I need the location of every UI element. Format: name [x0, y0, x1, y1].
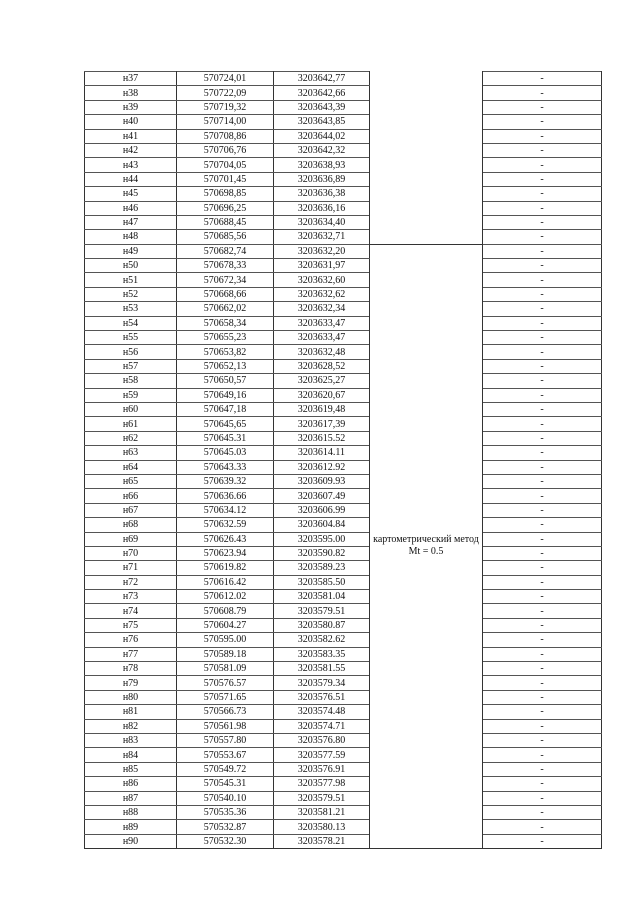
- point-cell: н63: [85, 446, 177, 460]
- table-row: [85, 474, 602, 488]
- y-coordinate-cell: 3203642,32: [274, 143, 370, 157]
- x-coordinate-cell: 570545.31: [177, 777, 274, 791]
- point-cell: н77: [85, 647, 177, 661]
- point-cell: н46: [85, 201, 177, 215]
- x-coordinate-cell: 570581.09: [177, 662, 274, 676]
- y-coordinate-cell: 3203636,16: [274, 201, 370, 215]
- note-cell: -: [483, 762, 602, 776]
- note-cell: -: [483, 834, 602, 848]
- note-cell: -: [483, 777, 602, 791]
- table-row: [85, 791, 602, 805]
- table-row: [85, 446, 602, 460]
- note-cell: -: [483, 302, 602, 316]
- note-cell: -: [483, 402, 602, 416]
- note-cell: -: [483, 590, 602, 604]
- table-row: [85, 690, 602, 704]
- point-cell: н37: [85, 72, 177, 86]
- y-coordinate-cell: 3203642,77: [274, 72, 370, 86]
- note-cell: -: [483, 748, 602, 762]
- note-cell: -: [483, 201, 602, 215]
- table-row: [85, 374, 602, 388]
- note-cell: -: [483, 273, 602, 287]
- table-row: [85, 287, 602, 301]
- x-coordinate-cell: 570589.18: [177, 647, 274, 661]
- note-cell: -: [483, 518, 602, 532]
- point-cell: н52: [85, 287, 177, 301]
- y-coordinate-cell: 3203614.11: [274, 446, 370, 460]
- point-cell: н48: [85, 230, 177, 244]
- point-cell: н59: [85, 388, 177, 402]
- note-cell: -: [483, 805, 602, 819]
- x-coordinate-cell: 570672,34: [177, 273, 274, 287]
- y-coordinate-cell: 3203631,97: [274, 259, 370, 273]
- point-cell: н49: [85, 244, 177, 258]
- y-coordinate-cell: 3203580.87: [274, 618, 370, 632]
- point-cell: н41: [85, 129, 177, 143]
- table-row: [85, 647, 602, 661]
- x-coordinate-cell: 570532.87: [177, 820, 274, 834]
- y-coordinate-cell: 3203574.48: [274, 705, 370, 719]
- note-cell: -: [483, 489, 602, 503]
- y-coordinate-cell: 3203577.98: [274, 777, 370, 791]
- note-cell: -: [483, 359, 602, 373]
- point-cell: н53: [85, 302, 177, 316]
- point-cell: н64: [85, 460, 177, 474]
- y-coordinate-cell: 3203576.91: [274, 762, 370, 776]
- note-cell: -: [483, 446, 602, 460]
- x-coordinate-cell: 570634.12: [177, 503, 274, 517]
- table-row: [85, 489, 602, 503]
- point-cell: н85: [85, 762, 177, 776]
- note-cell: -: [483, 604, 602, 618]
- y-coordinate-cell: 3203578.21: [274, 834, 370, 848]
- point-cell: н42: [85, 143, 177, 157]
- point-cell: н90: [85, 834, 177, 848]
- y-coordinate-cell: 3203632,20: [274, 244, 370, 258]
- note-cell: -: [483, 647, 602, 661]
- table-row: [85, 777, 602, 791]
- x-coordinate-cell: 570619.82: [177, 561, 274, 575]
- table-row: [85, 561, 602, 575]
- table-row: [85, 259, 602, 273]
- point-cell: н57: [85, 359, 177, 373]
- coordinates-table-body: [85, 72, 602, 849]
- x-coordinate-cell: 570566.73: [177, 705, 274, 719]
- point-cell: н84: [85, 748, 177, 762]
- y-coordinate-cell: 3203632,62: [274, 287, 370, 301]
- y-coordinate-cell: 3203633,47: [274, 331, 370, 345]
- note-cell: -: [483, 129, 602, 143]
- note-cell: -: [483, 331, 602, 345]
- y-coordinate-cell: 3203636,38: [274, 187, 370, 201]
- point-cell: н66: [85, 489, 177, 503]
- y-coordinate-cell: 3203579.51: [274, 791, 370, 805]
- note-cell: -: [483, 388, 602, 402]
- x-coordinate-cell: 570655,23: [177, 331, 274, 345]
- note-cell: -: [483, 618, 602, 632]
- point-cell: н86: [85, 777, 177, 791]
- x-coordinate-cell: 570650,57: [177, 374, 274, 388]
- table-row: [85, 72, 602, 86]
- table-row: [85, 158, 602, 172]
- y-coordinate-cell: 3203606.99: [274, 503, 370, 517]
- point-cell: н74: [85, 604, 177, 618]
- table-row: [85, 359, 602, 373]
- y-coordinate-cell: 3203580.13: [274, 820, 370, 834]
- x-coordinate-cell: 570647,18: [177, 402, 274, 416]
- x-coordinate-cell: 570685,56: [177, 230, 274, 244]
- point-cell: н88: [85, 805, 177, 819]
- table-row: [85, 676, 602, 690]
- table-row: [85, 172, 602, 186]
- note-cell: -: [483, 287, 602, 301]
- x-coordinate-cell: 570643.33: [177, 460, 274, 474]
- note-cell: -: [483, 143, 602, 157]
- note-cell: -: [483, 172, 602, 186]
- x-coordinate-cell: 570704,05: [177, 158, 274, 172]
- x-coordinate-cell: 570535.36: [177, 805, 274, 819]
- point-cell: н81: [85, 705, 177, 719]
- x-coordinate-cell: 570576.57: [177, 676, 274, 690]
- note-cell: -: [483, 791, 602, 805]
- method-text: картометрический метод Mt = 0.5: [373, 534, 479, 558]
- y-coordinate-cell: 3203638,93: [274, 158, 370, 172]
- y-coordinate-cell: 3203620,67: [274, 388, 370, 402]
- x-coordinate-cell: 570722,09: [177, 86, 274, 100]
- x-coordinate-cell: 570724,01: [177, 72, 274, 86]
- y-coordinate-cell: 3203632,71: [274, 230, 370, 244]
- y-coordinate-cell: 3203581.04: [274, 590, 370, 604]
- table-row: [85, 100, 602, 114]
- y-coordinate-cell: 3203617,39: [274, 417, 370, 431]
- x-coordinate-cell: 570714,00: [177, 115, 274, 129]
- y-coordinate-cell: 3203581.55: [274, 662, 370, 676]
- point-cell: н65: [85, 474, 177, 488]
- y-coordinate-cell: 3203644,02: [274, 129, 370, 143]
- point-cell: н83: [85, 733, 177, 747]
- point-cell: н50: [85, 259, 177, 273]
- x-coordinate-cell: 570698,85: [177, 187, 274, 201]
- table-row: [85, 215, 602, 229]
- table-row: [85, 244, 602, 258]
- table-row: [85, 705, 602, 719]
- x-coordinate-cell: 570653,82: [177, 345, 274, 359]
- y-coordinate-cell: 3203632,48: [274, 345, 370, 359]
- table-row: [85, 388, 602, 402]
- x-coordinate-cell: 570662,02: [177, 302, 274, 316]
- x-coordinate-cell: 570616.42: [177, 575, 274, 589]
- note-cell: -: [483, 460, 602, 474]
- y-coordinate-cell: 3203576.51: [274, 690, 370, 704]
- y-coordinate-cell: 3203581.21: [274, 805, 370, 819]
- note-cell: -: [483, 676, 602, 690]
- table-row: [85, 115, 602, 129]
- table-row: [85, 532, 602, 546]
- point-cell: н45: [85, 187, 177, 201]
- x-coordinate-cell: 570604.27: [177, 618, 274, 632]
- table-row: [85, 431, 602, 445]
- y-coordinate-cell: 3203595.00: [274, 532, 370, 546]
- x-coordinate-cell: 570688,45: [177, 215, 274, 229]
- y-coordinate-cell: 3203643,85: [274, 115, 370, 129]
- table-row: [85, 590, 602, 604]
- x-coordinate-cell: 570571.65: [177, 690, 274, 704]
- point-cell: н70: [85, 546, 177, 560]
- x-coordinate-cell: 570623.94: [177, 546, 274, 560]
- x-coordinate-cell: 570557.80: [177, 733, 274, 747]
- x-coordinate-cell: 570701,45: [177, 172, 274, 186]
- point-cell: н79: [85, 676, 177, 690]
- note-cell: -: [483, 733, 602, 747]
- note-cell: -: [483, 561, 602, 575]
- point-cell: н55: [85, 331, 177, 345]
- point-cell: н73: [85, 590, 177, 604]
- table-row: [85, 618, 602, 632]
- y-coordinate-cell: 3203619,48: [274, 402, 370, 416]
- y-coordinate-cell: 3203643,39: [274, 100, 370, 114]
- point-cell: н89: [85, 820, 177, 834]
- table-row: [85, 460, 602, 474]
- x-coordinate-cell: 570639.32: [177, 474, 274, 488]
- y-coordinate-cell: 3203585.50: [274, 575, 370, 589]
- note-cell: -: [483, 633, 602, 647]
- y-coordinate-cell: 3203615.52: [274, 431, 370, 445]
- table-row: [85, 230, 602, 244]
- point-cell: н43: [85, 158, 177, 172]
- x-coordinate-cell: 570719,32: [177, 100, 274, 114]
- point-cell: н75: [85, 618, 177, 632]
- note-cell: -: [483, 662, 602, 676]
- y-coordinate-cell: 3203576.80: [274, 733, 370, 747]
- x-coordinate-cell: 570645,65: [177, 417, 274, 431]
- point-cell: н56: [85, 345, 177, 359]
- point-cell: н76: [85, 633, 177, 647]
- table-row: [85, 604, 602, 618]
- point-cell: н82: [85, 719, 177, 733]
- table-row: [85, 834, 602, 848]
- note-cell: -: [483, 230, 602, 244]
- table-row: [85, 503, 602, 517]
- y-coordinate-cell: 3203642,66: [274, 86, 370, 100]
- table-row: [85, 719, 602, 733]
- table-row: [85, 143, 602, 157]
- note-cell: -: [483, 690, 602, 704]
- note-cell: -: [483, 345, 602, 359]
- y-coordinate-cell: 3203636,89: [274, 172, 370, 186]
- table-row: [85, 748, 602, 762]
- y-coordinate-cell: 3203574.71: [274, 719, 370, 733]
- x-coordinate-cell: 570626.43: [177, 532, 274, 546]
- note-cell: -: [483, 431, 602, 445]
- table-row: [85, 633, 602, 647]
- point-cell: н40: [85, 115, 177, 129]
- point-cell: н67: [85, 503, 177, 517]
- point-cell: н38: [85, 86, 177, 100]
- x-coordinate-cell: 570549.72: [177, 762, 274, 776]
- table-row: [85, 129, 602, 143]
- table-row: [85, 417, 602, 431]
- note-cell: -: [483, 100, 602, 114]
- note-cell: -: [483, 575, 602, 589]
- y-coordinate-cell: 3203577.59: [274, 748, 370, 762]
- point-cell: н80: [85, 690, 177, 704]
- x-coordinate-cell: 570696,25: [177, 201, 274, 215]
- y-coordinate-cell: 3203579.51: [274, 604, 370, 618]
- point-cell: н47: [85, 215, 177, 229]
- table-row: [85, 302, 602, 316]
- x-coordinate-cell: 570608.79: [177, 604, 274, 618]
- point-cell: н54: [85, 316, 177, 330]
- x-coordinate-cell: 570595.00: [177, 633, 274, 647]
- point-cell: н68: [85, 518, 177, 532]
- note-cell: -: [483, 705, 602, 719]
- table-row: [85, 546, 602, 560]
- note-cell: -: [483, 417, 602, 431]
- x-coordinate-cell: 570612.02: [177, 590, 274, 604]
- table-row: [85, 345, 602, 359]
- y-coordinate-cell: 3203607.49: [274, 489, 370, 503]
- x-coordinate-cell: 570636.66: [177, 489, 274, 503]
- y-coordinate-cell: 3203582.62: [274, 633, 370, 647]
- point-cell: н58: [85, 374, 177, 388]
- table-row: [85, 86, 602, 100]
- y-coordinate-cell: 3203634,40: [274, 215, 370, 229]
- table-row: [85, 733, 602, 747]
- note-cell: -: [483, 546, 602, 560]
- note-cell: -: [483, 374, 602, 388]
- point-cell: н44: [85, 172, 177, 186]
- y-coordinate-cell: 3203628,52: [274, 359, 370, 373]
- y-coordinate-cell: 3203609.93: [274, 474, 370, 488]
- y-coordinate-cell: 3203632,34: [274, 302, 370, 316]
- x-coordinate-cell: 570540.10: [177, 791, 274, 805]
- x-coordinate-cell: 570708,86: [177, 129, 274, 143]
- x-coordinate-cell: 570668,66: [177, 287, 274, 301]
- note-cell: -: [483, 72, 602, 86]
- x-coordinate-cell: 570649,16: [177, 388, 274, 402]
- x-coordinate-cell: 570532.30: [177, 834, 274, 848]
- y-coordinate-cell: 3203590.82: [274, 546, 370, 560]
- y-coordinate-cell: 3203583.35: [274, 647, 370, 661]
- x-coordinate-cell: 570553.67: [177, 748, 274, 762]
- note-cell: -: [483, 158, 602, 172]
- table-row: [85, 762, 602, 776]
- table-row: [85, 187, 602, 201]
- note-cell: -: [483, 215, 602, 229]
- x-coordinate-cell: 570645.03: [177, 446, 274, 460]
- point-cell: н71: [85, 561, 177, 575]
- table-row: [85, 820, 602, 834]
- point-cell: н69: [85, 532, 177, 546]
- point-cell: н62: [85, 431, 177, 445]
- note-cell: -: [483, 259, 602, 273]
- y-coordinate-cell: 3203625,27: [274, 374, 370, 388]
- note-cell: -: [483, 719, 602, 733]
- note-cell: -: [483, 316, 602, 330]
- table-row: [85, 805, 602, 819]
- x-coordinate-cell: 570652,13: [177, 359, 274, 373]
- table-row: [85, 518, 602, 532]
- note-cell: -: [483, 532, 602, 546]
- table-row: [85, 662, 602, 676]
- y-coordinate-cell: 3203579.34: [274, 676, 370, 690]
- y-coordinate-cell: 3203589.23: [274, 561, 370, 575]
- point-cell: н72: [85, 575, 177, 589]
- x-coordinate-cell: 570632.59: [177, 518, 274, 532]
- x-coordinate-cell: 570561.98: [177, 719, 274, 733]
- table-row: [85, 575, 602, 589]
- y-coordinate-cell: 3203604.84: [274, 518, 370, 532]
- point-cell: н60: [85, 402, 177, 416]
- point-cell: н78: [85, 662, 177, 676]
- x-coordinate-cell: 570678,33: [177, 259, 274, 273]
- y-coordinate-cell: 3203633,47: [274, 316, 370, 330]
- x-coordinate-cell: 570706,76: [177, 143, 274, 157]
- note-cell: -: [483, 244, 602, 258]
- method-cell: [370, 244, 483, 848]
- table-row: [85, 273, 602, 287]
- y-coordinate-cell: 3203632,60: [274, 273, 370, 287]
- x-coordinate-cell: 570658,34: [177, 316, 274, 330]
- note-cell: -: [483, 503, 602, 517]
- point-cell: н51: [85, 273, 177, 287]
- note-cell: -: [483, 86, 602, 100]
- x-coordinate-cell: 570682,74: [177, 244, 274, 258]
- coordinates-table: [84, 71, 602, 849]
- table-row: [85, 316, 602, 330]
- note-cell: -: [483, 820, 602, 834]
- note-cell: -: [483, 115, 602, 129]
- point-cell: н61: [85, 417, 177, 431]
- point-cell: н39: [85, 100, 177, 114]
- table-row: [85, 402, 602, 416]
- table-row: [85, 201, 602, 215]
- y-coordinate-cell: 3203612.92: [274, 460, 370, 474]
- table-row: [85, 331, 602, 345]
- note-cell: -: [483, 187, 602, 201]
- x-coordinate-cell: 570645.31: [177, 431, 274, 445]
- point-cell: н87: [85, 791, 177, 805]
- note-cell: -: [483, 474, 602, 488]
- method-cell-upper: [370, 72, 483, 245]
